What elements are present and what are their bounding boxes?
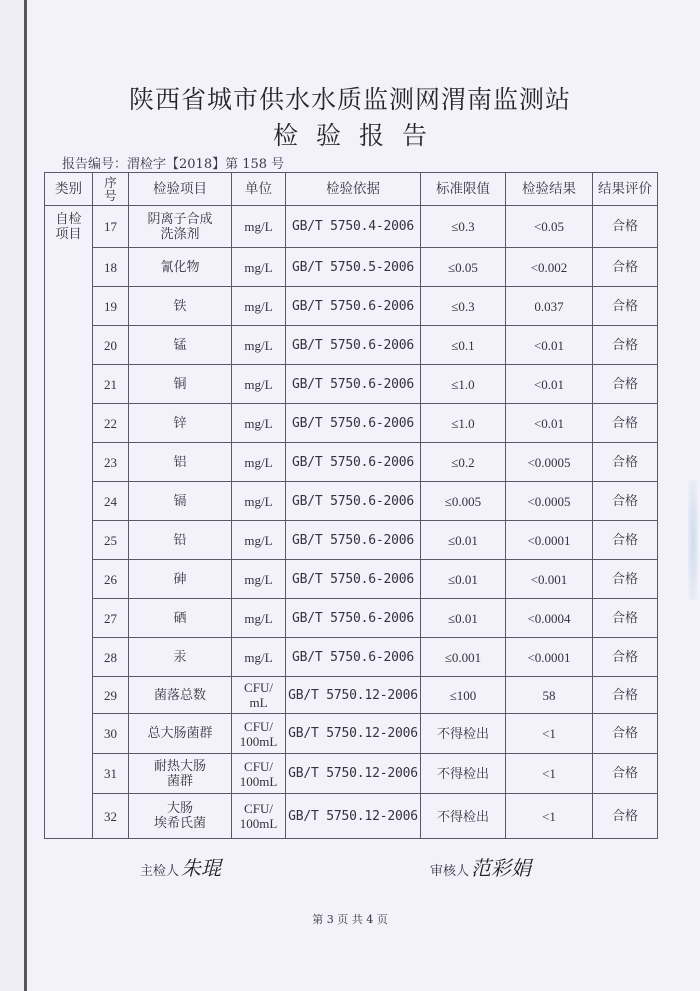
test-method-cell: GB/T 5750.6-2006 [286, 560, 421, 599]
unit-part: CFU/ [244, 680, 273, 695]
test-method-cell: GB/T 5750.6-2006 [286, 404, 421, 443]
test-result-cell: <0.001 [506, 560, 593, 599]
test-method-cell: GB/T 5750.6-2006 [286, 521, 421, 560]
standard-limit-cell: ≤0.001 [421, 638, 506, 677]
test-item-cell: 镉 [129, 482, 232, 521]
evaluation-cell: 合格 [593, 560, 658, 599]
standard-limit-cell: ≤0.05 [421, 248, 506, 287]
unit-cell: mg/L [232, 206, 286, 248]
table-row [45, 443, 658, 482]
row-number-cell: 17 [93, 206, 129, 248]
test-item-cell: 砷 [129, 560, 232, 599]
test-result-cell: <0.01 [506, 365, 593, 404]
evaluation-cell: 合格 [593, 404, 658, 443]
evaluation-cell: 合格 [593, 287, 658, 326]
test-result-cell: <1 [506, 714, 593, 754]
test-result-cell: <0.0004 [506, 599, 593, 638]
test-method-cell: GB/T 5750.6-2006 [286, 638, 421, 677]
row-number-cell: 21 [93, 365, 129, 404]
unit-cell: mg/L [232, 560, 286, 599]
standard-limit-cell: 不得检出 [421, 754, 506, 794]
reviewer-signature: 范彩娟 [471, 856, 532, 880]
unit-cell: mg/L [232, 404, 286, 443]
test-item-cell: 锌 [129, 404, 232, 443]
page-number: 第 3 页 共 4 页 [312, 913, 388, 926]
test-result-cell: 58 [506, 677, 593, 714]
unit-part: CFU/ [244, 718, 273, 734]
standard-limit-cell: 不得检出 [421, 794, 506, 839]
standard-limit-cell: ≤0.01 [421, 560, 506, 599]
test-result-cell: <0.0005 [506, 443, 593, 482]
test-method-cell: GB/T 5750.12-2006 [286, 754, 421, 794]
unit-part: 100mL [239, 816, 278, 831]
standard-limit-cell: ≤0.1 [421, 326, 506, 365]
test-method-cell: GB/T 5750.12-2006 [286, 677, 421, 714]
table-row [45, 677, 658, 714]
row-number-cell: 25 [93, 521, 129, 560]
table-row [45, 326, 658, 365]
standard-limit-cell: 不得检出 [421, 714, 506, 754]
col-header-evaluation: 结果评价 [593, 173, 658, 206]
col-header-unit: 单位 [232, 173, 286, 206]
table-row [45, 560, 658, 599]
unit-cell [232, 794, 286, 839]
test-result-cell: <1 [506, 794, 593, 839]
row-number-cell: 24 [93, 482, 129, 521]
test-method-cell: GB/T 5750.5-2006 [286, 248, 421, 287]
test-method-cell: GB/T 5750.6-2006 [286, 287, 421, 326]
row-number-cell: 27 [93, 599, 129, 638]
col-header-limit: 标准限值 [421, 173, 506, 206]
row-number-cell: 20 [93, 326, 129, 365]
evaluation-cell: 合格 [593, 206, 658, 248]
table-row [45, 206, 658, 248]
test-item-cell: 铜 [129, 365, 232, 404]
standard-limit-cell: ≤0.2 [421, 443, 506, 482]
table-row [45, 754, 658, 794]
test-result-cell: <0.002 [506, 248, 593, 287]
evaluation-cell: 合格 [593, 443, 658, 482]
evaluation-cell: 合格 [593, 248, 658, 287]
table-row [45, 365, 658, 404]
test-item-part: 埃希氏菌 [153, 816, 206, 831]
test-result-cell: <0.0005 [506, 482, 593, 521]
unit-cell: mg/L [232, 365, 286, 404]
document-title: 检验报告 [272, 121, 445, 150]
test-method-cell: GB/T 5750.6-2006 [286, 443, 421, 482]
test-item-cell [129, 794, 232, 839]
unit-cell [232, 677, 286, 714]
table-row [45, 714, 658, 754]
test-item-part: 菌群 [166, 773, 193, 789]
table-header-row [45, 173, 658, 206]
standard-limit-cell: ≤1.0 [421, 365, 506, 404]
row-number-cell: 30 [93, 714, 129, 754]
unit-cell: mg/L [232, 638, 286, 677]
unit-part: CFU/ [244, 801, 273, 816]
evaluation-cell: 合格 [593, 326, 658, 365]
test-item-cell: 氰化物 [129, 248, 232, 287]
test-result-cell: <0.0001 [506, 638, 593, 677]
unit-cell: mg/L [232, 287, 286, 326]
standard-limit-cell: ≤0.01 [421, 521, 506, 560]
row-number-cell: 19 [93, 287, 129, 326]
test-item-cell: 总大肠菌群 [129, 714, 232, 754]
evaluation-cell: 合格 [593, 754, 658, 794]
test-result-cell: <0.05 [506, 206, 593, 248]
report-number [62, 153, 284, 172]
col-header-category: 类别 [45, 173, 93, 206]
test-item-cell [129, 206, 232, 248]
table-row [45, 287, 658, 326]
category-cell [45, 206, 93, 839]
unit-cell: mg/L [232, 482, 286, 521]
col-header-no: 序 号 [93, 173, 129, 206]
category-text: 自检项目 [55, 212, 82, 242]
row-number-cell: 28 [93, 638, 129, 677]
table-row [45, 599, 658, 638]
unit-part: CFU/ [244, 758, 273, 774]
unit-part: 100mL [239, 773, 278, 789]
inspector-signature-block [140, 852, 221, 881]
test-item-part: 洗涤剂 [160, 226, 200, 242]
test-item-cell: 硒 [129, 599, 232, 638]
col-header-result: 检验结果 [506, 173, 593, 206]
report-number-value: 渭检字【2018】第 158 号 [127, 157, 285, 172]
test-method-cell: GB/T 5750.4-2006 [286, 206, 421, 248]
row-number-cell: 29 [93, 677, 129, 714]
paper-stain [688, 480, 698, 600]
unit-cell: mg/L [232, 326, 286, 365]
test-result-cell: <0.01 [506, 326, 593, 365]
test-method-cell: GB/T 5750.6-2006 [286, 599, 421, 638]
row-number-cell: 22 [93, 404, 129, 443]
test-item-part: 阴离子合成 [147, 211, 213, 227]
inspector-signature: 朱琨 [181, 856, 222, 880]
results-table [44, 172, 658, 839]
row-number-cell: 26 [93, 560, 129, 599]
standard-limit-cell: ≤0.01 [421, 599, 506, 638]
unit-part: 100mL [239, 733, 278, 749]
unit-cell [232, 714, 286, 754]
standard-limit-cell: ≤0.3 [421, 287, 506, 326]
evaluation-cell: 合格 [593, 482, 658, 521]
standard-limit-cell: ≤0.005 [421, 482, 506, 521]
unit-cell: mg/L [232, 443, 286, 482]
test-item-cell: 汞 [129, 638, 232, 677]
test-result-cell: 0.037 [506, 287, 593, 326]
unit-cell: mg/L [232, 599, 286, 638]
row-number-cell: 18 [93, 248, 129, 287]
unit-cell [232, 754, 286, 794]
table-row [45, 482, 658, 521]
evaluation-cell: 合格 [593, 638, 658, 677]
evaluation-cell: 合格 [593, 521, 658, 560]
test-item-cell: 菌落总数 [129, 677, 232, 714]
evaluation-cell: 合格 [593, 677, 658, 714]
test-result-cell: <1 [506, 754, 593, 794]
col-header-method: 检验依据 [286, 173, 421, 206]
evaluation-cell: 合格 [593, 794, 658, 839]
table-row [45, 794, 658, 839]
unit-cell: mg/L [232, 248, 286, 287]
inspector-label: 主检人 [140, 864, 180, 879]
standard-limit-cell: ≤1.0 [421, 404, 506, 443]
table-row [45, 521, 658, 560]
test-result-cell: <0.0001 [506, 521, 593, 560]
row-number-cell: 32 [93, 794, 129, 839]
row-number-cell: 23 [93, 443, 129, 482]
test-item-cell [129, 754, 232, 794]
reviewer-signature-block [430, 852, 531, 881]
unit-part: mL [249, 695, 268, 710]
col-header-item: 检验项目 [129, 173, 232, 206]
test-result-cell: <0.01 [506, 404, 593, 443]
row-number-cell: 31 [93, 754, 129, 794]
test-method-cell: GB/T 5750.12-2006 [286, 714, 421, 754]
table-row [45, 248, 658, 287]
evaluation-cell: 合格 [593, 599, 658, 638]
evaluation-cell: 合格 [593, 714, 658, 754]
test-method-cell: GB/T 5750.6-2006 [286, 365, 421, 404]
test-method-cell: GB/T 5750.6-2006 [286, 482, 421, 521]
unit-cell: mg/L [232, 521, 286, 560]
organization-title: 陕西省城市供水水质监测网渭南监测站 [128, 85, 571, 114]
test-method-cell: GB/T 5750.12-2006 [286, 794, 421, 839]
test-method-cell: GB/T 5750.6-2006 [286, 326, 421, 365]
test-item-part: 耐热大肠 [153, 758, 206, 774]
test-item-cell: 铝 [129, 443, 232, 482]
reviewer-label: 审核人 [430, 864, 470, 879]
table-row [45, 404, 658, 443]
test-item-part: 大肠 [166, 801, 193, 816]
test-item-cell: 铅 [129, 521, 232, 560]
table-row [45, 638, 658, 677]
report-number-label: 报告编号： [62, 157, 128, 172]
evaluation-cell: 合格 [593, 365, 658, 404]
standard-limit-cell: ≤100 [421, 677, 506, 714]
test-item-cell: 铁 [129, 287, 232, 326]
standard-limit-cell: ≤0.3 [421, 206, 506, 248]
test-item-cell: 锰 [129, 326, 232, 365]
